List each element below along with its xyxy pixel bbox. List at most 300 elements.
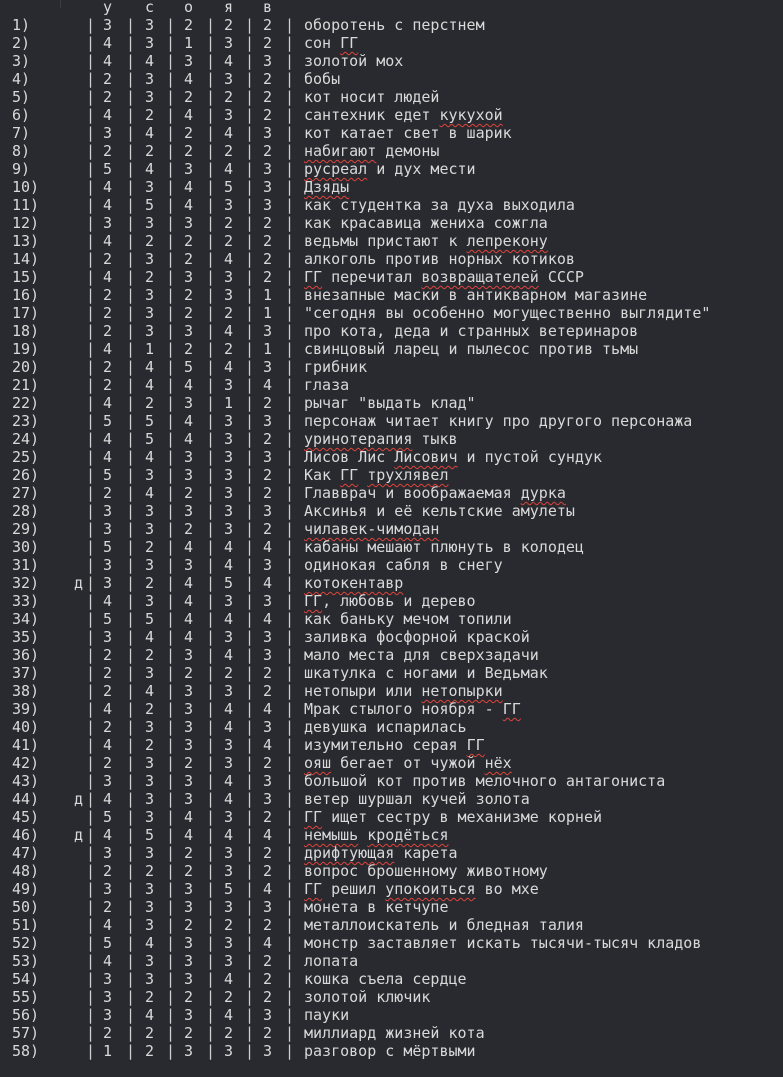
- score-cell: 5: [103, 808, 113, 826]
- score-cell: 3: [145, 214, 155, 232]
- column-separator: |: [86, 718, 96, 736]
- column-separator: |: [166, 1024, 176, 1042]
- score-cell: 3: [145, 718, 155, 736]
- row-title: ГГ ищет сестру в механизме корней: [304, 808, 603, 826]
- score-cell: 2: [103, 862, 113, 880]
- column-separator: |: [285, 520, 295, 538]
- column-separator: |: [86, 448, 96, 466]
- column-separator: |: [206, 790, 216, 808]
- row-title: кабаны мешают плюнуть в колодец: [304, 538, 584, 556]
- score-cell: 4: [263, 736, 273, 754]
- score-cell: 2: [224, 214, 234, 232]
- column-separator: |: [86, 898, 96, 916]
- column-separator: |: [245, 610, 255, 628]
- row-title: ветер шуршал кучей золота: [304, 790, 530, 808]
- score-cell: 4: [145, 934, 155, 952]
- row-number: 33): [12, 592, 40, 610]
- column-separator: |: [86, 430, 96, 448]
- column-separator: |: [285, 790, 295, 808]
- score-cell: 4: [224, 772, 234, 790]
- column-separator: |: [126, 520, 136, 538]
- score-cell: 2: [184, 484, 194, 502]
- score-cell: 3: [145, 916, 155, 934]
- column-separator: |: [245, 214, 255, 232]
- score-cell: 4: [224, 790, 234, 808]
- score-cell: 3: [224, 952, 234, 970]
- column-separator: |: [285, 1024, 295, 1042]
- column-separator: |: [126, 736, 136, 754]
- column-separator: |: [126, 664, 136, 682]
- misspelled-word: кукухой: [439, 106, 503, 124]
- score-cell: 4: [103, 430, 113, 448]
- row-number: 42): [12, 754, 40, 772]
- score-cell: 2: [263, 1024, 273, 1042]
- score-cell: 3: [263, 178, 273, 196]
- row-title: персонаж читает книгу про другого персонажа: [304, 412, 693, 430]
- row-title: бобы: [304, 70, 341, 88]
- score-cell: 3: [145, 16, 155, 34]
- row-title: про кота, деда и странных ветеринаров: [304, 322, 639, 340]
- score-cell: 2: [263, 520, 273, 538]
- column-separator: |: [285, 322, 295, 340]
- score-cell: 2: [263, 754, 273, 772]
- score-cell: 2: [145, 232, 155, 250]
- score-cell: 3: [263, 646, 273, 664]
- misspelled-word: лепрекону: [466, 232, 548, 250]
- score-cell: 4: [103, 592, 113, 610]
- column-separator: |: [126, 952, 136, 970]
- column-separator: |: [206, 916, 216, 934]
- score-cell: 3: [184, 718, 194, 736]
- column-separator: |: [86, 592, 96, 610]
- column-separator: |: [285, 610, 295, 628]
- column-separator: |: [285, 664, 295, 682]
- column-separator: |: [245, 340, 255, 358]
- column-separator: |: [285, 880, 295, 898]
- column-separator: |: [166, 520, 176, 538]
- score-cell: 3: [224, 1042, 234, 1060]
- column-separator: |: [245, 592, 255, 610]
- row-title: кот катает свет в шарик: [304, 124, 512, 142]
- column-separator: |: [206, 664, 216, 682]
- column-separator: |: [245, 412, 255, 430]
- column-separator: |: [206, 394, 216, 412]
- score-cell: 3: [145, 790, 155, 808]
- column-separator: |: [126, 538, 136, 556]
- column-separator: |: [206, 988, 216, 1006]
- row-number: 51): [12, 916, 40, 934]
- score-cell: 3: [184, 700, 194, 718]
- column-separator: |: [126, 988, 136, 1006]
- score-cell: 3: [263, 898, 273, 916]
- column-separator: |: [245, 952, 255, 970]
- column-separator: |: [166, 88, 176, 106]
- column-separator: |: [245, 1042, 255, 1060]
- row-number: 45): [12, 808, 40, 826]
- score-cell: 1: [145, 340, 155, 358]
- column-separator: |: [206, 610, 216, 628]
- score-cell: 2: [103, 358, 113, 376]
- column-separator: |: [285, 718, 295, 736]
- score-cell: 4: [224, 826, 234, 844]
- column-separator: |: [245, 646, 255, 664]
- score-cell: 2: [263, 682, 273, 700]
- column-separator: |: [245, 178, 255, 196]
- column-separator: |: [126, 880, 136, 898]
- column-separator: |: [245, 682, 255, 700]
- column-separator: |: [285, 214, 295, 232]
- column-separator: |: [245, 448, 255, 466]
- score-cell: 3: [224, 430, 234, 448]
- column-separator: |: [86, 250, 96, 268]
- column-separator: |: [126, 430, 136, 448]
- score-cell: 1: [263, 286, 273, 304]
- score-cell: 4: [103, 700, 113, 718]
- column-separator: |: [86, 304, 96, 322]
- column-separator: |: [86, 376, 96, 394]
- column-separator: |: [166, 214, 176, 232]
- score-cell: 4: [103, 448, 113, 466]
- score-cell: 4: [263, 826, 273, 844]
- column-separator: |: [86, 52, 96, 70]
- column-separator: |: [126, 970, 136, 988]
- score-cell: 3: [184, 952, 194, 970]
- row-title: металлоискатель и бледная талия: [304, 916, 584, 934]
- row-number: 34): [12, 610, 40, 628]
- column-separator: |: [245, 106, 255, 124]
- score-cell: 3: [184, 1042, 194, 1060]
- column-separator: |: [206, 304, 216, 322]
- score-cell: 3: [224, 34, 234, 52]
- row-number: 28): [12, 502, 40, 520]
- column-separator: |: [166, 790, 176, 808]
- score-cell: 3: [103, 844, 113, 862]
- column-separator: |: [206, 466, 216, 484]
- column-separator: |: [86, 286, 96, 304]
- row-title: вопрос брошенному животному: [304, 862, 548, 880]
- column-separator: |: [206, 124, 216, 142]
- column-separator: |: [206, 484, 216, 502]
- column-separator: |: [166, 412, 176, 430]
- column-separator: |: [245, 358, 255, 376]
- score-cell: 3: [224, 412, 234, 430]
- column-separator: |: [86, 502, 96, 520]
- score-cell: 4: [184, 196, 194, 214]
- column-separator: |: [86, 1024, 96, 1042]
- score-cell: 2: [103, 322, 113, 340]
- score-cell: 2: [145, 646, 155, 664]
- score-cell: 3: [263, 718, 273, 736]
- score-cell: 4: [224, 1006, 234, 1024]
- column-separator: |: [166, 610, 176, 628]
- column-separator: |: [126, 196, 136, 214]
- column-separator: |: [126, 754, 136, 772]
- column-separator: |: [285, 232, 295, 250]
- row-title: дрифтующая карета: [304, 844, 458, 862]
- column-separator: |: [285, 142, 295, 160]
- row-number: 44): [12, 790, 40, 808]
- score-cell: 2: [145, 538, 155, 556]
- column-separator: |: [126, 250, 136, 268]
- row-title: сантехник едет кукухой: [304, 106, 503, 124]
- column-separator: |: [206, 1042, 216, 1060]
- row-title: [304, 826, 449, 844]
- column-separator: |: [166, 664, 176, 682]
- score-cell: 2: [263, 88, 273, 106]
- row-number: 6): [12, 106, 31, 124]
- row-title: золотой ключик: [304, 988, 431, 1006]
- misspelled-word: дрифтующая: [304, 844, 395, 862]
- score-cell: 2: [263, 394, 273, 412]
- score-cell: 2: [263, 106, 273, 124]
- column-separator: |: [206, 376, 216, 394]
- row-number: 52): [12, 934, 40, 952]
- row-title: ГГ перечитал возвращателей СССР: [304, 268, 584, 286]
- score-cell: 3: [145, 70, 155, 88]
- row-title: мало места для сверхзадачи: [304, 646, 539, 664]
- score-cell: 2: [184, 520, 194, 538]
- score-cell: 3: [224, 934, 234, 952]
- column-separator: |: [206, 718, 216, 736]
- score-cell: 5: [145, 610, 155, 628]
- column-header-3: о: [184, 0, 194, 16]
- score-cell: 3: [263, 556, 273, 574]
- score-cell: 4: [263, 574, 273, 592]
- column-separator: |: [206, 88, 216, 106]
- misspelled-word: Дзяды: [304, 178, 350, 196]
- score-cell: 4: [224, 322, 234, 340]
- row-title: как студентка за духа выходила: [304, 196, 575, 214]
- score-cell: 3: [224, 106, 234, 124]
- score-cell: 2: [263, 142, 273, 160]
- score-cell: 4: [224, 250, 234, 268]
- column-separator: |: [285, 466, 295, 484]
- column-separator: |: [126, 610, 136, 628]
- row-title: рычаг "выдать клад": [304, 394, 476, 412]
- row-number: 39): [12, 700, 40, 718]
- column-separator: |: [86, 358, 96, 376]
- score-cell: 2: [103, 304, 113, 322]
- score-cell: 3: [224, 502, 234, 520]
- column-separator: |: [86, 934, 96, 952]
- column-separator: |: [285, 934, 295, 952]
- column-separator: |: [86, 214, 96, 232]
- row-title: разговор с мёртвыми: [304, 1042, 476, 1060]
- column-separator: |: [166, 340, 176, 358]
- score-cell: 1: [103, 1042, 113, 1060]
- row-title: лопата: [304, 952, 359, 970]
- score-cell: 2: [224, 988, 234, 1006]
- column-separator: |: [206, 592, 216, 610]
- score-cell: 2: [184, 754, 194, 772]
- row-number: 25): [12, 448, 40, 466]
- row-number: 46): [12, 826, 40, 844]
- row-number: 40): [12, 718, 40, 736]
- column-separator: |: [285, 448, 295, 466]
- column-separator: |: [285, 592, 295, 610]
- score-cell: 2: [184, 844, 194, 862]
- score-cell: 3: [184, 682, 194, 700]
- row-title: набигают демоны: [304, 142, 440, 160]
- score-cell: 3: [184, 880, 194, 898]
- column-separator: |: [206, 250, 216, 268]
- column-separator: |: [245, 772, 255, 790]
- column-separator: |: [126, 340, 136, 358]
- score-cell: 3: [145, 34, 155, 52]
- score-cell: 2: [263, 844, 273, 862]
- score-cell: 3: [224, 844, 234, 862]
- column-separator: |: [166, 574, 176, 592]
- score-cell: 2: [103, 376, 113, 394]
- column-separator: |: [126, 376, 136, 394]
- column-separator: |: [86, 880, 96, 898]
- column-separator: |: [126, 214, 136, 232]
- column-separator: |: [245, 196, 255, 214]
- column-separator: |: [126, 1006, 136, 1024]
- column-separator: |: [206, 628, 216, 646]
- column-separator: |: [126, 718, 136, 736]
- score-cell: 2: [263, 70, 273, 88]
- column-separator: |: [245, 736, 255, 754]
- row-title: ГГ решил упокоиться во мхе: [304, 880, 539, 898]
- score-cell: 2: [224, 664, 234, 682]
- column-separator: |: [166, 628, 176, 646]
- score-cell: 2: [224, 916, 234, 934]
- column-separator: |: [166, 718, 176, 736]
- column-separator: |: [166, 1042, 176, 1060]
- column-separator: |: [206, 970, 216, 988]
- row-title: алкоголь против норных котиков: [304, 250, 575, 268]
- score-cell: 2: [224, 232, 234, 250]
- score-cell: 2: [103, 142, 113, 160]
- column-separator: |: [285, 106, 295, 124]
- column-separator: |: [285, 970, 295, 988]
- column-separator: |: [206, 232, 216, 250]
- column-separator: |: [206, 520, 216, 538]
- column-separator: |: [285, 952, 295, 970]
- column-separator: |: [285, 34, 295, 52]
- column-separator: |: [86, 88, 96, 106]
- score-cell: 4: [103, 790, 113, 808]
- column-separator: |: [126, 844, 136, 862]
- score-cell: 3: [184, 736, 194, 754]
- column-separator: |: [245, 70, 255, 88]
- score-cell: 3: [263, 124, 273, 142]
- column-separator: |: [166, 394, 176, 412]
- row-title: сон ГГ: [304, 34, 359, 52]
- score-cell: 3: [184, 322, 194, 340]
- misspelled-word: кродёться: [367, 826, 449, 844]
- column-separator: |: [86, 1042, 96, 1060]
- score-cell: 4: [263, 376, 273, 394]
- column-separator: |: [166, 304, 176, 322]
- score-cell: 4: [224, 970, 234, 988]
- column-separator: |: [285, 484, 295, 502]
- column-separator: |: [86, 394, 96, 412]
- score-cell: 2: [263, 988, 273, 1006]
- misspelled-word: Лисович: [394, 448, 458, 466]
- column-separator: |: [86, 142, 96, 160]
- row-title: Главврач и воображаемая дурка: [304, 484, 566, 502]
- row-number: 13): [12, 232, 40, 250]
- column-separator: |: [86, 340, 96, 358]
- column-separator: |: [86, 772, 96, 790]
- column-separator: |: [245, 664, 255, 682]
- score-cell: 3: [103, 124, 113, 142]
- column-separator: |: [126, 448, 136, 466]
- column-separator: |: [285, 394, 295, 412]
- column-separator: |: [245, 124, 255, 142]
- score-cell: 2: [145, 142, 155, 160]
- column-separator: |: [245, 934, 255, 952]
- column-separator: |: [166, 700, 176, 718]
- score-cell: 4: [224, 358, 234, 376]
- row-number: 47): [12, 844, 40, 862]
- row-number: 2): [12, 34, 31, 52]
- column-separator: |: [126, 772, 136, 790]
- row-number: 3): [12, 52, 31, 70]
- score-cell: 2: [263, 952, 273, 970]
- column-separator: |: [166, 880, 176, 898]
- column-separator: |: [285, 430, 295, 448]
- score-cell: 2: [263, 214, 273, 232]
- column-separator: |: [285, 178, 295, 196]
- column-separator: |: [285, 160, 295, 178]
- column-separator: |: [285, 358, 295, 376]
- score-cell: 2: [224, 88, 234, 106]
- row-number: 37): [12, 664, 40, 682]
- score-cell: 3: [263, 52, 273, 70]
- column-separator: |: [86, 484, 96, 502]
- misspelled-word: трухлявел: [367, 466, 449, 484]
- column-separator: |: [206, 430, 216, 448]
- score-cell: 3: [224, 286, 234, 304]
- score-cell: 3: [263, 160, 273, 178]
- row-number: 50): [12, 898, 40, 916]
- score-cell: 3: [184, 448, 194, 466]
- score-cell: 4: [103, 178, 113, 196]
- score-cell: 3: [145, 808, 155, 826]
- score-cell: 3: [145, 844, 155, 862]
- column-separator: |: [206, 700, 216, 718]
- score-cell: 4: [103, 52, 113, 70]
- column-separator: |: [245, 844, 255, 862]
- column-separator: |: [245, 898, 255, 916]
- row-title: русреал и дух мести: [304, 160, 476, 178]
- score-cell: 2: [184, 988, 194, 1006]
- column-separator: |: [206, 754, 216, 772]
- score-cell: 2: [145, 862, 155, 880]
- score-cell: 4: [224, 556, 234, 574]
- misspelled-word: ГГ: [304, 808, 323, 826]
- row-title: глаза: [304, 376, 350, 394]
- column-separator: |: [285, 898, 295, 916]
- score-cell: 4: [103, 232, 113, 250]
- column-header-4: я: [224, 0, 234, 16]
- score-cell: 3: [184, 214, 194, 232]
- score-cell: 2: [263, 466, 273, 484]
- column-separator: |: [245, 988, 255, 1006]
- row-number: 43): [12, 772, 40, 790]
- row-number: 23): [12, 412, 40, 430]
- score-cell: 2: [184, 16, 194, 34]
- row-number: 19): [12, 340, 40, 358]
- column-separator: |: [126, 412, 136, 430]
- column-separator: |: [285, 16, 295, 34]
- row-title: кот носит людей: [304, 88, 440, 106]
- score-cell: 4: [145, 1006, 155, 1024]
- column-separator: |: [166, 916, 176, 934]
